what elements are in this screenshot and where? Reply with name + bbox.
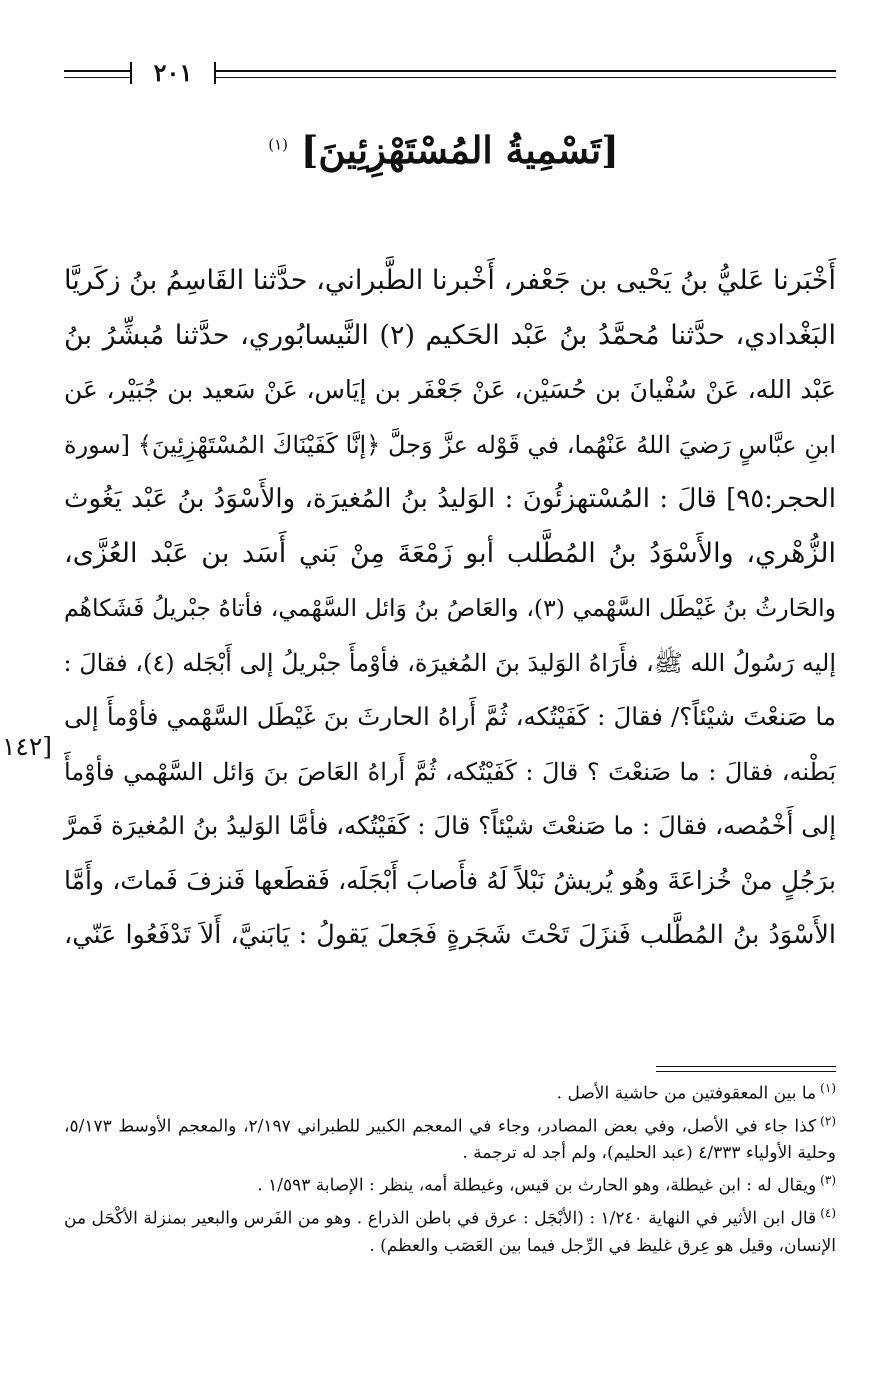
page-header: [64, 58, 836, 94]
text-line: بَطْنه، فقالَ : ما صَنعْتَ ؟ قالَ : كَفَيْتُكه، ثُمَّ أَراهُ العَاصَ بنَ وَائل السَّهْمي فأوْمأَ: [64, 757, 836, 786]
header-rule-left: [64, 70, 130, 78]
text-line: إليه رَسُولُ الله ﷺ، فأَرَاهُ الوَليدَ بنَ المُغيرَة، فأوْمأَ جبْريلُ إلى أَبْجَله (٤)، فقالَ :: [63, 648, 836, 677]
header-tick: [130, 62, 132, 84]
footnote: [64, 1167, 836, 1200]
footnote: [64, 1075, 836, 1108]
text-line: الحجر:٩٥] قالَ : المُسْتهزئُونَ : الوَليدُ بنُ المُغيرَة، والأَسْوَدُ بنُ عَبْد يَغُوث: [64, 484, 836, 514]
footnote-text: ما بين المعقوفتين من حاشية الأصل .: [556, 1083, 817, 1104]
footnote: [64, 1108, 836, 1168]
text-line: عَبْد الله، عَنْ سُفْيانَ بن حُسَيْن، عَنْ جَعْفَر بن إيَاس، عَنْ سَعيد بن جُبَيْر، عَن: [64, 375, 836, 404]
footnote-text: قال ابن الأثير في النهاية ١/٢٤٠ : (الأبْجَل : عرق في باطن الذراع . وهو من الفَرس والبعير بمنزلة الأكْحَل من الإنسان، وقيل هو عِرق غليظ في الرِّجل فيما بين العَصَب والعظم) .: [64, 1208, 836, 1256]
footnote-number: (٢): [820, 1113, 836, 1128]
footnote-text: ويقال له : ابن غيطلة، وهو الحارث بن قيس، وغيطلة أمه، ينظر : الإصابة ١/٥٩٣ .: [257, 1175, 817, 1196]
text-line: والحَارثُ بنُ غَيْطَل السَّهْمي (٣)، والعَاصُ بنُ وَائل السَّهْمي، فأتاهُ جبْريلُ فَشَكاهُم: [64, 594, 836, 622]
text-line: أَخْبَرنا عَليُّ بنُ يَحْيى بن جَعْفر، أَخْبرنا الطَّبراني، حدَّثنا القَاسِمُ بنُ زكَريَّا: [64, 265, 836, 296]
text-line: ابنِ عبَّاسٍ رَضيَ اللهُ عَنْهُما، في قَوْله عزَّ وَجلَّ ﴿إنَّا كَفَيْنَاكَ المُسْتَهْزِئِينَ﴾ [سورة: [64, 430, 836, 459]
header-rule-right: [216, 70, 836, 78]
chapter-title: [0, 128, 887, 172]
footnote-text: كذا جاء في الأصل، وفي بعض المصادر، وجاء في المعجم الكبير للطبراني ٢/١٩٧، والمعجم الأوسط ٥/١٧٣، وحلية الأولياء ٤/٣٣٣ (عبد الحليم)، ولم أجد له ترجمة .: [64, 1116, 836, 1164]
footnote: [64, 1200, 836, 1260]
main-text: [64, 254, 836, 963]
footnote-number: (٤): [820, 1205, 837, 1220]
text-line: الزُّهْري، والأَسْوَدُ بنُ المُطَّلب أبو زَمْعَةَ مِنْ بَني أَسَد بن عَبْد العُزَّى،: [64, 537, 836, 569]
text-line: الأَسْوَدُ بنُ المُطَّلب فَنزَلَ تَحْتَ شَجَرةٍ فَجَعلَ يَقولُ : يَابَنيَّ، أَلاَ تَدْفَعُوا عَنّي،: [64, 920, 836, 950]
title-footnote-ref: (١): [268, 135, 289, 154]
text-line: برَجُلٍ منْ خُزاعَةَ وهُو يُريشُ نَبْلاً لَهُ فأَصابَ أَبْجَلَه، فَقطَعها فَنزفَ فَماتَ، وأَمَّا: [64, 865, 836, 895]
footnote-number: (١): [820, 1081, 836, 1095]
margin-page-marker: [١٤٢: [2, 732, 53, 761]
page-number: ٢٠١: [153, 58, 193, 87]
footnote-number: (٣): [820, 1173, 836, 1188]
chapter-title-text: [تَسْمِيةُ المُسْتَهْزِئِينَ]: [300, 128, 619, 172]
text-line: البَغْدادي، حدَّثنا مُحمَّدُ بنُ عَبْد الحَكيم (٢) النَّيسابُوري، حدَّثنا مُبشِّرُ بنُ: [64, 319, 836, 351]
footnotes: [64, 1075, 836, 1260]
text-line: ما صَنعْتَ شيْئاً؟/ فقالَ : كَفَيْتُكه، ثُمَّ أَراهُ الحارثَ بنَ غَيْطَل السَّهْمي فأوْمأَ إلى: [64, 702, 836, 731]
text-line: إلى أَخْمُصه، فقالَ : ما صَنعْتَ شيْئاً؟ قالَ : كَفَيْتُكه، فأمَّا الوَليدُ بنُ المُغيرَة فَمرَّ: [63, 811, 836, 840]
